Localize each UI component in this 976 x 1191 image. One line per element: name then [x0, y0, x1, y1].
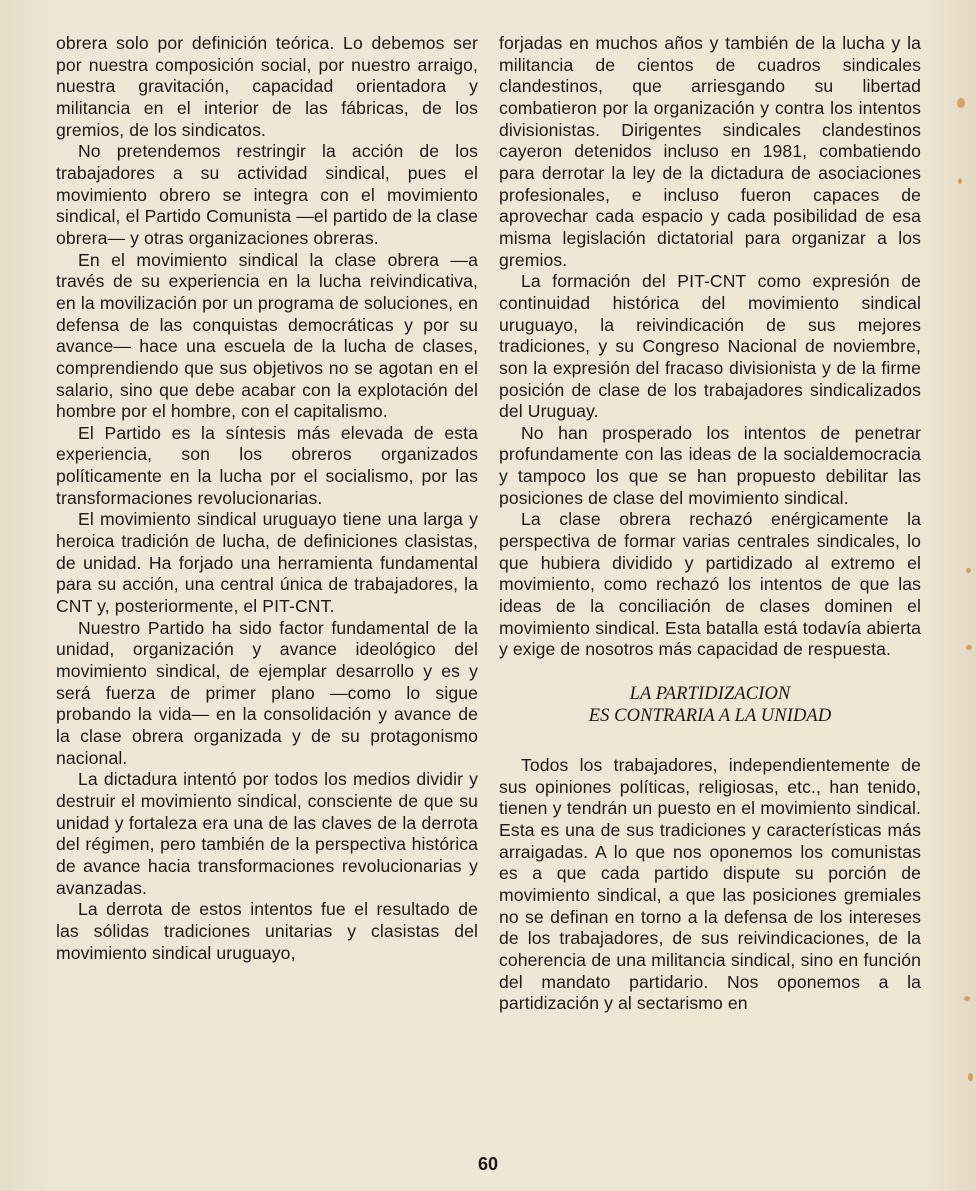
paragraph: La formación del PIT-CNT como expresión de continuidad histórica del movimiento sindical uruguayo, la reivindicación de sus mejores tradiciones, y su Congreso Nacional de noviembre, son la expresión del fracaso divisionista y de la firme posición de clase de los trabajadores sindicalizados del Uruguay.	[499, 271, 921, 422]
section-heading-line-1: LA PARTIDIZACION	[629, 684, 791, 705]
paper-stain	[964, 996, 970, 1001]
paragraph: forjadas en muchos años y también de la lucha y la militancia de cientos de cuadros sindicales clandestinos, que arriesgando su libertad combatieron por la organización y contra los intentos divisionistas. Dirigentes sindicales clandestinos cayeron detenidos incluso en 1981, combatiendo para derrotar la ley de la dictadura de asociaciones profesionales, e incluso fueron capaces de aprovechar cada espacio y cada posibilidad de esa misma legislación dictatorial para organizar a los gremios.	[499, 33, 921, 270]
paragraph: Todos los trabajadores, independientemente de sus opiniones políticas, religiosas, etc., han tenido, tienen y tendrán un puesto en el movimiento sindical. Esta es una de sus tradiciones y características más arraigadas. A lo que nos oponemos los comunistas es a que cada partido dispute su porción de movimiento sindical, a que las posiciones gremiales no se definan en torno a la defensa de los intereses de los trabajadores, de sus reivindicaciones, de la coherencia de una militancia sindical, sino en función del mandato partidario. Nos oponemos a la partidización y al sectarismo en	[499, 755, 921, 1014]
paragraph: La derrota de estos intentos fue el resultado de las sólidas tradiciones unitarias y clasistas del movimiento sindical uruguayo,	[56, 899, 478, 963]
paragraph: No pretendemos restringir la acción de los trabajadores a su actividad sindical, pues el movimiento obrero se integra con el movimiento sindical, el Partido Comunista —el partido de la clase obrera— y otras organizaciones obreras.	[56, 141, 478, 248]
paragraph: Nuestro Partido ha sido factor fundamental de la unidad, organización y avance ideológico del movimiento sindical, de ejemplar desarrollo y es y será fuerza de primer plano —como lo sigue probando la vida— en la consolidación y avance de la clase obrera organizada y de su protagonismo nacional.	[56, 617, 478, 768]
paper-stain	[966, 568, 971, 573]
paper-stain	[966, 645, 972, 650]
page-number: 60	[477, 1154, 499, 1174]
paragraph: El Partido es la síntesis más elevada de esta experiencia, son los obreros organizados políticamente en la lucha por el socialismo, por las transformaciones revolucionarias.	[56, 422, 478, 508]
left-column	[56, 33, 478, 964]
section-heading	[499, 683, 921, 727]
section-heading-line-2: ES CONTRARIA A LA UNIDAD	[588, 706, 832, 727]
right-column	[499, 33, 921, 1015]
paper-stain	[968, 1073, 973, 1081]
paragraph: No han prosperado los intentos de penetrar profundamente con las ideas de la socialdemocracia y tampoco los que se han propuesto debilitar las posiciones de clase del movimiento sindical.	[499, 422, 921, 508]
paragraph: La clase obrera rechazó enérgicamente la perspectiva de formar varias centrales sindicales, lo que hubiera dividido y partidizado al extremo el movimiento, como rechazó los intentos de que las ideas de la conciliación de clases dominen el movimiento sindical. Esta batalla está todavía abierta y exige de nosotros más capacidad de respuesta.	[499, 509, 921, 660]
paragraph: El movimiento sindical uruguayo tiene una larga y heroica tradición de lucha, de definiciones clasistas, de unidad. Ha forjado una herramienta fundamental para su acción, una central única de trabajadores, la CNT y, posteriormente, el PIT-CNT.	[56, 509, 478, 617]
paragraph: En el movimiento sindical la clase obrera —a través de su experiencia en la lucha reivindicativa, en la movilización por un programa de soluciones, en defensa de las conquistas democráticas y por su avance— hace una escuela de la lucha de clases, comprendiendo que sus objetivos no se agotan en el salario, sino que debe acabar con la explotación del hombre por el hombre, con el capitalismo.	[56, 249, 478, 422]
paragraph: La dictadura intentó por todos los medios dividir y destruir el movimiento sindical, consciente de que su unidad y fortaleza era una de las claves de la derrota del régimen, pero también de la perspectiva histórica de avance hacia transformaciones revolucionarias y avanzadas.	[56, 769, 478, 898]
paper-stain	[958, 178, 962, 184]
paper-stain	[957, 98, 965, 108]
paragraph: obrera solo por definición teórica. Lo debemos ser por nuestra composición social, por nuestro arraigo, nuestra gravitación, capacidad orientadora y militancia en el interior de las fábricas, de los gremios, de los sindicatos.	[56, 33, 478, 140]
